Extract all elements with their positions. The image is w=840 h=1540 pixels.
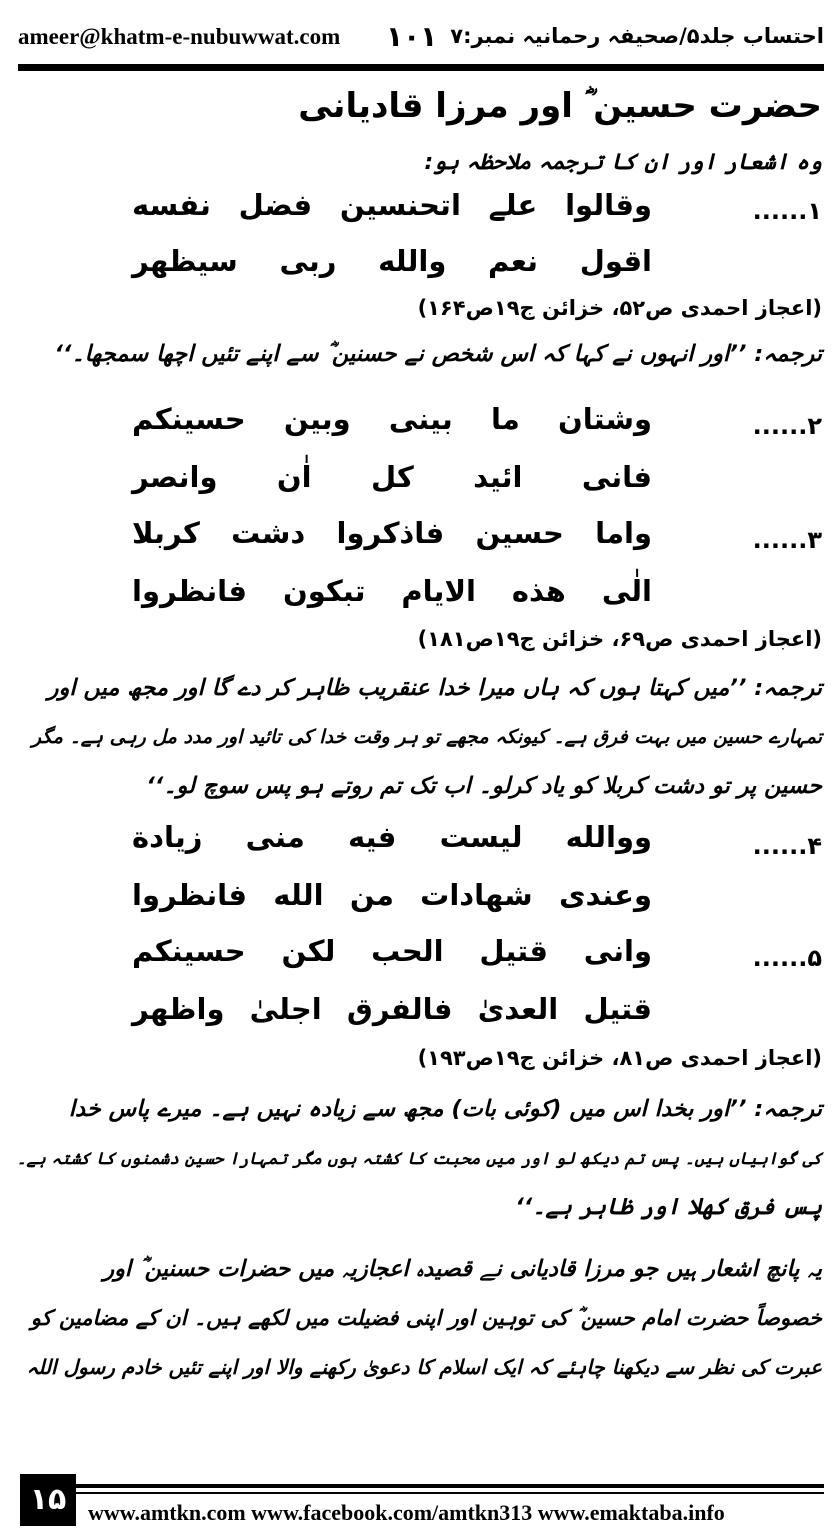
header-email: ameer@khatm-e-nubuwwat.com (18, 24, 341, 49)
verse-number: ۴...... (752, 832, 822, 860)
footer-rule-thin (76, 1492, 824, 1494)
translation-line: ترجمہ: ’’میں کہتا ہوں کہ ہاں میرا خدا عنقریب ظاہر کر دے گا اور مجھ میں اور (47, 675, 822, 701)
reference-citation: (اعجاز احمدی ص۵۲، خزائن ج۱۹ص۱۶۴) (417, 296, 822, 320)
verse-number: ۵...... (752, 944, 822, 972)
translation-line: تمہارے حسین میں بہت فرق ہے۔ کیونکہ مجھے تو ہر وقت خدا کی تائید اور مدد مل رہی ہے۔ مگر (31, 726, 822, 748)
verse-line: اقول نعم والله ربی سیظهر (132, 244, 652, 278)
verse-line: وقالوا علے اتحنسین فضل نفسه (132, 188, 652, 222)
verse-line: واما حسین فاذکروا دشت کربلا (132, 516, 652, 550)
verse-line: وعندی شهادات من الله فانظروا (132, 878, 652, 912)
reference-citation: (اعجاز احمدی ص۸۱، خزائن ج۱۹ص۱۹۳) (417, 1046, 822, 1070)
header-divider (18, 64, 824, 71)
verse-number: ۱...... (752, 197, 822, 225)
verse-line: وانی قتیل الحب لکن حسینکم (132, 934, 652, 968)
translation-line: ترجمہ: ’’اور بخدا اس میں (کوئی بات) مجھ سے زیادہ نہیں ہے۔ میرے پاس خدا (68, 1096, 822, 1122)
translation-line: ترجمہ: ’’اور انہوں نے کہا کہ اس شخص نے حسنین ؓ سے اپنے تئیں اچھا سمجھا۔‘‘ (54, 341, 822, 367)
verse-line: ووالله لیست فیه منی زیادة (132, 820, 652, 854)
translation-line: کی گواہیاں ہیں۔ پس تم دیکھ لو اور میں محبت کا کشتہ ہوں مگر تمہارا حسین دشمنوں کا کشتہ ہے۔ (16, 1149, 822, 1168)
translation-line: پس فرق کھلا اور ظاہر ہے۔‘‘ (515, 1194, 822, 1220)
verse-line: وشتان ما بینی وبین حسینکم (132, 402, 652, 436)
body-paragraph-line: عبرت کی نظر سے دیکھنا چاہئے کہ ایک اسلام کا دعویٰ رکھنے والا اور اپنے تئیں خادم رسول اللہ (26, 1355, 822, 1379)
footer-page-number: ۱۵ (20, 1474, 76, 1526)
verse-number: ۳...... (752, 526, 822, 554)
page-header (18, 20, 824, 60)
intro-line: وہ اشعار اور ان کا ترجمہ ملاحظہ ہو: (424, 150, 822, 175)
body-paragraph-line: خصوصاً حضرت امام حسین ؓ کی توہین اور اپنی فضیلت میں لکھے ہیں۔ ان کے مضامین کو (30, 1306, 822, 1330)
translation-line: حسین پر تو دشت کربلا کو یاد کرلو۔ اب تک تم روتے ہو پس سوچ لو۔‘‘ (146, 773, 822, 799)
verse-number: ۲...... (752, 412, 822, 440)
page-title: حضرت حسین ؓ اور مرزا قادیانی (298, 86, 822, 126)
footer-rule (76, 1484, 824, 1488)
verse-line: الٰی هذه الایام تبکون فانظروا (132, 574, 652, 608)
verse-line: قتیل العدیٰ فالفرق اجلیٰ واظهر (132, 992, 652, 1026)
reference-citation: (اعجاز احمدی ص۶۹، خزائن ج۱۹ص۱۸۱) (417, 627, 822, 651)
verse-line: فانی ائید کل اٰن وانصر (132, 460, 652, 494)
header-journal-title: احتساب جلد۵/صحیفہ رحمانیہ نمبر:۷ (450, 24, 824, 48)
body-paragraph-line: یہ پانچ اشعار ہیں جو مرزا قادیانی نے قصیدہ اعجازیہ میں حضرات حسنین ؓ اور (103, 1256, 822, 1282)
footer-website-links[interactable]: www.amtkn.com www.facebook.com/amtkn313 www.emaktaba.info (88, 1500, 725, 1525)
header-page-number: ۱۰۱ (386, 20, 438, 53)
